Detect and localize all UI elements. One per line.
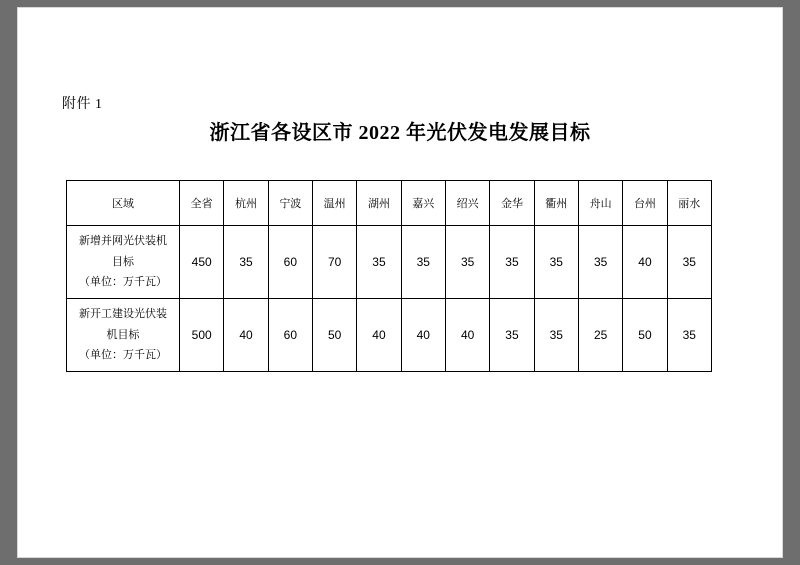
- table-cell: 35: [401, 226, 445, 299]
- table-header-cell-jiaxing: 嘉兴: [401, 181, 445, 226]
- table-row: [67, 226, 712, 299]
- table-cell: 35: [667, 299, 711, 372]
- table-header-cell-shaoxing: 绍兴: [445, 181, 489, 226]
- table-cell: 50: [623, 299, 667, 372]
- table-cell: 40: [401, 299, 445, 372]
- table-header-row: [67, 181, 712, 226]
- table-cell: 500: [180, 299, 224, 372]
- page-title: 浙江省各设区市 2022 年光伏发电发展目标: [209, 122, 591, 144]
- row-label-line-3: （单位：万千瓦）: [79, 349, 167, 362]
- table-cell: 35: [490, 226, 534, 299]
- row-label-line-1: 新开工建设光伏装: [79, 307, 167, 320]
- table-cell: 35: [578, 226, 622, 299]
- table-row: [67, 299, 712, 372]
- table-cell: 35: [357, 226, 401, 299]
- table-header-cell-jinhua: 金华: [490, 181, 534, 226]
- row-label-line-2: 机目标: [106, 328, 140, 341]
- table-cell: 35: [667, 226, 711, 299]
- row-label-line-1: 新增并网光伏装机: [79, 234, 167, 247]
- table-cell: 70: [312, 226, 356, 299]
- table-header-cell-zhoushan: 舟山: [578, 181, 622, 226]
- goals-table: [66, 180, 712, 372]
- table-cell: 40: [357, 299, 401, 372]
- table-cell: 60: [268, 299, 312, 372]
- table-header-cell-huzhou: 湖州: [357, 181, 401, 226]
- table-cell: 40: [623, 226, 667, 299]
- table-cell: 35: [224, 226, 268, 299]
- table-cell: 40: [445, 299, 489, 372]
- goals-table-container: [66, 180, 712, 372]
- table-cell: 35: [534, 299, 578, 372]
- table-header-cell-region: 区域: [67, 181, 180, 226]
- table-body: [67, 226, 712, 372]
- table-header-cell-taizhou: 台州: [623, 181, 667, 226]
- row-label-new-construction: [67, 299, 180, 372]
- table-cell: 40: [224, 299, 268, 372]
- table-header-cell-lishui: 丽水: [667, 181, 711, 226]
- table-header-cell-wenzhou: 温州: [312, 181, 356, 226]
- table-cell: 450: [180, 226, 224, 299]
- table-header-cell-hangzhou: 杭州: [224, 181, 268, 226]
- table-header-cell-quzhou: 衢州: [534, 181, 578, 226]
- table-cell: 25: [578, 299, 622, 372]
- attachment-label: 附件 1: [62, 97, 103, 112]
- table-cell: 35: [534, 226, 578, 299]
- table-header-cell-province: 全省: [180, 181, 224, 226]
- row-label-line-3: （单位：万千瓦）: [79, 276, 167, 289]
- table-header-cell-ningbo: 宁波: [268, 181, 312, 226]
- table-header: [67, 181, 712, 226]
- table-cell: 35: [445, 226, 489, 299]
- row-label-line-2: 目标: [112, 255, 134, 268]
- table-cell: 50: [312, 299, 356, 372]
- row-label-new-grid-connected: [67, 226, 180, 299]
- table-cell: 60: [268, 226, 312, 299]
- document-page: [18, 8, 782, 557]
- table-cell: 35: [490, 299, 534, 372]
